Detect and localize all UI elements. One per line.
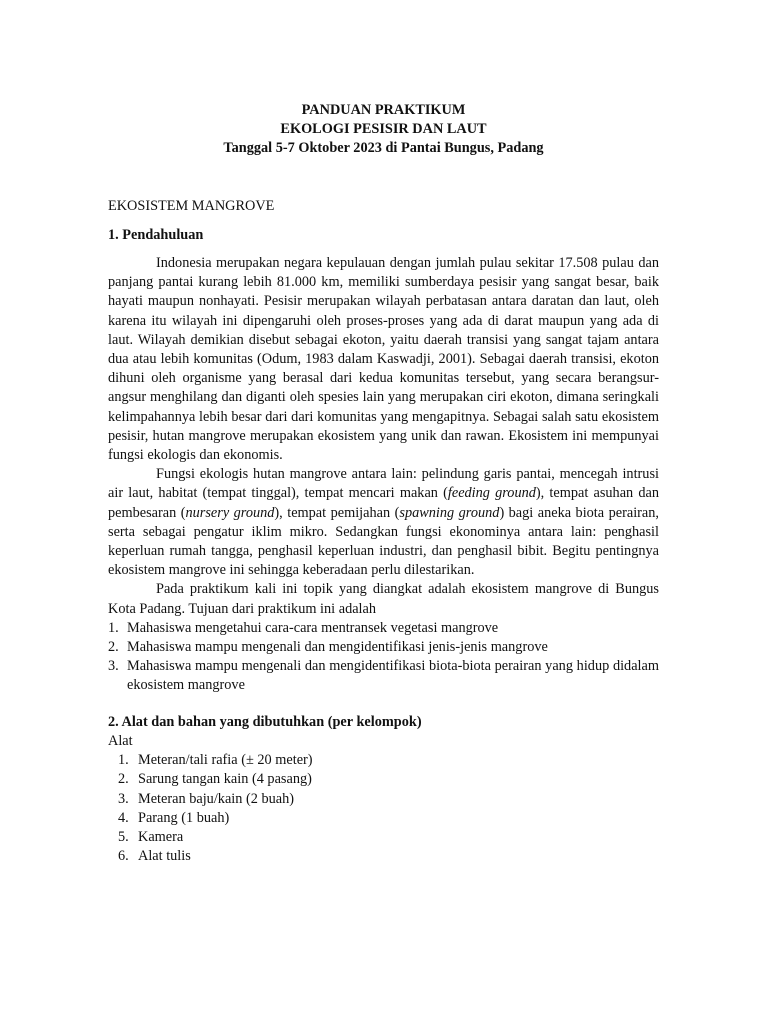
list-item (108, 619, 659, 638)
list-item-number: 1. (108, 619, 119, 636)
para2-text-4: ) bagi aneka biota perairan, serta sebagai pengatur iklim mikro. Sedangkan fungsi ekonominya antara lain: penghasil keperluan rumah tangga, penghasil keperluan industri, dan penghasil bibit. Begitu pentingnya ekosistem mangrove ini sehingga keberadaan perlu dilestarikan. (108, 504, 659, 579)
title-line-3: Tanggal 5-7 Oktober 2023 di Pantai Bungus, Padang (223, 140, 544, 157)
list-item-text: Mahasiswa mampu mengenali dan mengidentifikasi biota-biota perairan yang hidup didalam ekosistem mangrove (127, 658, 659, 694)
para2-text-2: ), tempat asuhan dan pembesaran ( (108, 485, 659, 521)
list-item-text: Kamera (138, 828, 184, 845)
list-item (108, 847, 659, 866)
title-line-2: EKOLOGI PESISIR DAN LAUT (280, 121, 487, 138)
intro-paragraph-2 (108, 465, 659, 580)
list-item-number: 2. (118, 771, 129, 788)
list-item (108, 638, 659, 657)
list-item-text: Parang (1 buah) (138, 809, 230, 826)
para2-text-1: Fungsi ekologis hutan mangrove antara lain: pelindung garis pantai, mencegah intrusi air laut, habitat (tempat tinggal), tempat mencari makan ( (108, 466, 659, 502)
section-2-heading: 2. Alat dan bahan yang dibutuhkan (per kelompok) (108, 713, 422, 730)
list-item-number: 1. (118, 752, 129, 769)
list-item-number: 3. (118, 790, 129, 807)
list-item (108, 790, 659, 809)
subheading-alat: Alat (108, 732, 133, 749)
list-item-text: Alat tulis (138, 848, 191, 865)
list-item (108, 751, 659, 770)
list-item-number: 2. (108, 639, 119, 656)
document-page (108, 101, 659, 866)
list-item-number: 5. (118, 828, 129, 845)
document-title (108, 101, 659, 159)
list-item-text: Sarung tangan kain (4 pasang) (138, 771, 312, 788)
list-item-number: 6. (118, 848, 129, 865)
section-label: EKOSISTEM MANGROVE (108, 197, 275, 214)
intro-paragraph-1: Indonesia merupakan negara kepulauan dengan jumlah pulau sekitar 17.508 pulau dan panjang pantai kurang lebih 81.000 km, memiliki sumberdaya pesisir yang sangat besar, baik hayati maupun nonhayati. Pesisir merupakan wilayah perbatasan antara daratan dan laut, oleh karena itu wilayah ini dipengaruhi oleh proses-proses yang ada di darat maupun yang ada di laut. Wilayah demikian disebut sebagai ekoton, yaitu daerah transisi yang sangat tajam antara dua atau lebih komunitas (Odum, 1983 dalam Kaswadji, 2001). Sebagai daerah transisi, ekoton dihuni oleh organisme yang berasal dari kedua komunitas tersebut, yang secara berangsur-angsur menghilang dan diganti oleh spesies lain yang merupakan ciri ekoton, dimana seringkali kelimpahannya lebih besar dari dari komunitas yang mengapitnya. Sebagai salah satu ekosistem pesisir, hutan mangrove merupakan ekosistem yang unik dan rawan. Ekosistem ini mempunyai fungsi ekologis dan ekonomis. (108, 255, 659, 464)
list-item-text: Mahasiswa mengetahui cara-cara mentransek vegetasi mangrove (127, 619, 499, 636)
list-item-text: Meteran baju/kain (2 buah) (138, 790, 295, 807)
list-item (108, 657, 659, 695)
tools-list (108, 751, 659, 866)
term-spawning-ground: spawning ground (399, 504, 500, 521)
list-item-number: 3. (108, 658, 119, 675)
section-1-heading: 1. Pendahuluan (108, 226, 204, 243)
term-feeding-ground: feeding ground (447, 485, 536, 502)
list-item-number: 4. (118, 809, 129, 826)
para2-text-3: ), tempat pemijahan ( (274, 504, 400, 521)
objectives-list (108, 619, 659, 696)
list-item (108, 770, 659, 789)
list-item-text: Meteran/tali rafia (± 20 meter) (138, 752, 313, 769)
list-item (108, 828, 659, 847)
title-line-1: PANDUAN PRAKTIKUM (301, 102, 466, 118)
list-item-text: Mahasiswa mampu mengenali dan mengidentifikasi jenis-jenis mangrove (127, 639, 548, 656)
term-nursery-ground: nursery ground (185, 504, 275, 521)
list-item (108, 809, 659, 828)
intro-paragraph-3: Pada praktikum kali ini topik yang diangkat adalah ekosistem mangrove di Bungus Kota Padang. Tujuan dari praktikum ini adalah (108, 581, 659, 617)
